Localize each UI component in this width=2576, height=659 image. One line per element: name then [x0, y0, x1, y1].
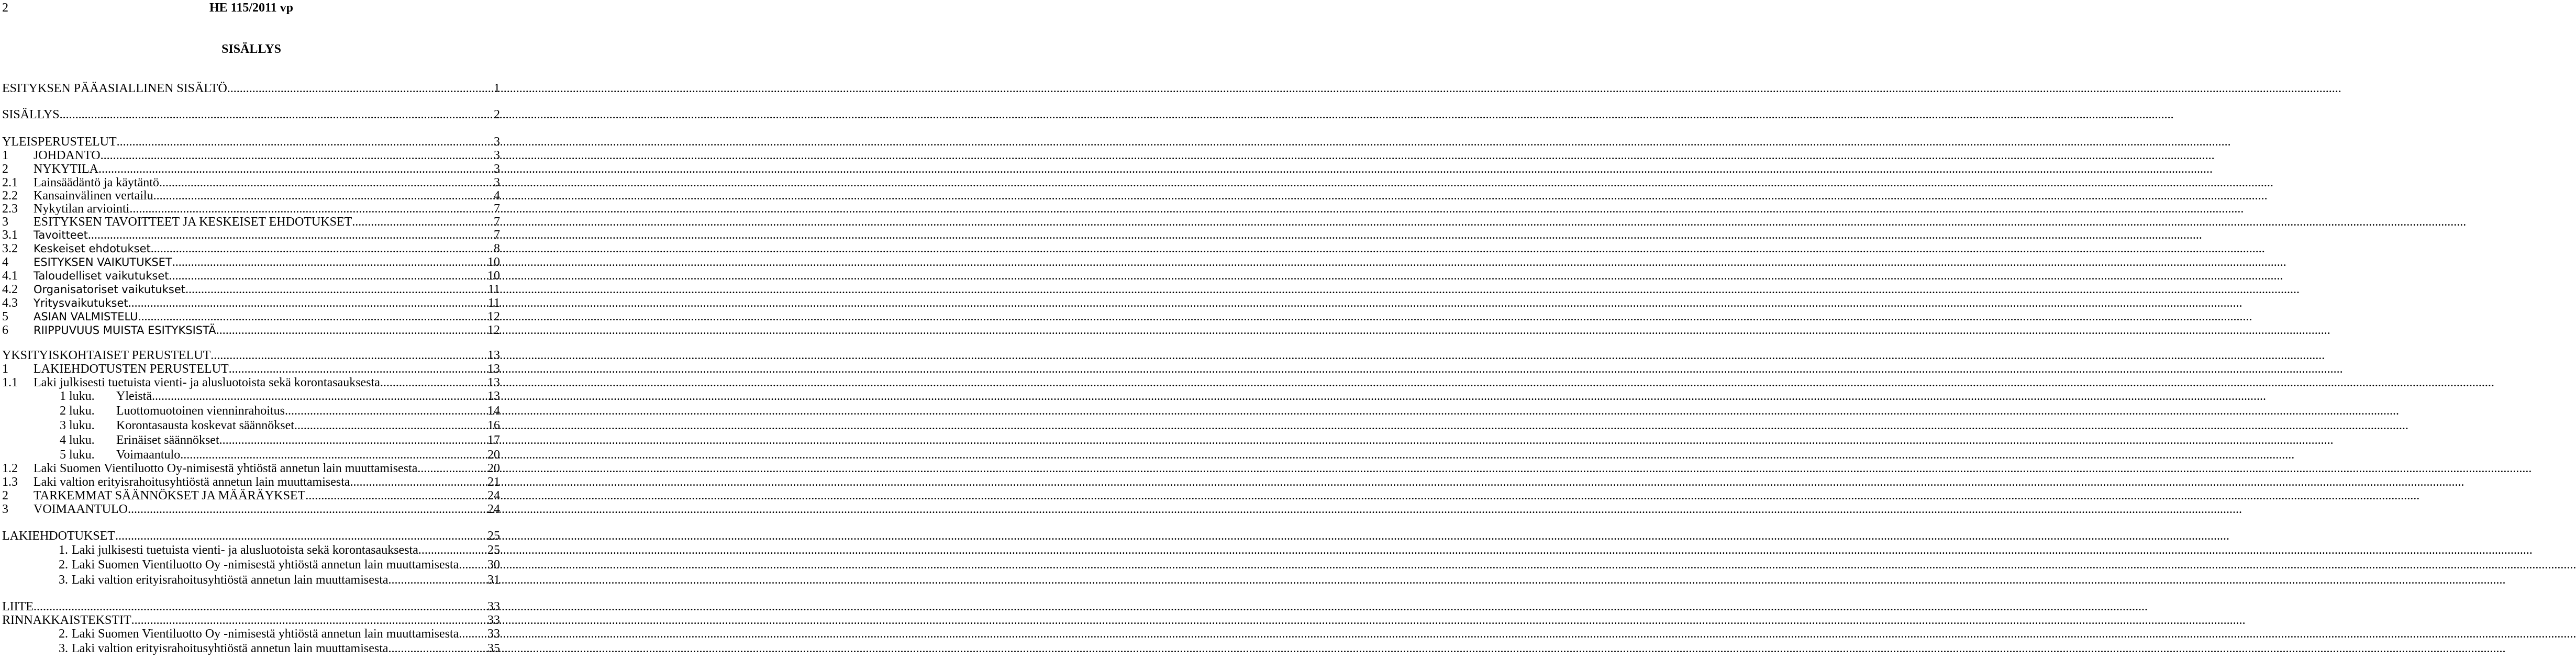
toc-entry-page: 10	[487, 269, 500, 283]
toc-entry-title: ESITYKSEN PÄÄASIALLINEN SISÄLTÖ	[2, 82, 227, 95]
dot-leader	[418, 543, 487, 557]
toc-entry-page: 14	[487, 404, 500, 418]
dot-leader	[60, 108, 493, 121]
toc-entry	[0, 419, 500, 432]
toc-entry-page: 21	[487, 475, 500, 489]
toc-entry	[0, 448, 500, 462]
dot-leader	[153, 189, 493, 203]
toc-entry-title: ASIAN VALMISTELU	[34, 310, 138, 323]
page-number: 2	[2, 1, 8, 15]
toc-entry-title: YLEISPERUSTELUT	[2, 135, 117, 149]
toc-entry-page: 10	[487, 255, 500, 269]
toc-entry	[0, 108, 500, 121]
toc-entry-page: 16	[487, 419, 500, 432]
dot-leader	[462, 627, 487, 641]
toc-entry-title: Keskeiset ehdotukset	[34, 242, 151, 255]
toc-entry	[0, 162, 500, 176]
toc-entry-page: 33	[487, 600, 500, 613]
toc-entry-number: 3.	[59, 573, 68, 587]
toc-entry-title: Kansainvälinen vertailu	[34, 189, 153, 203]
toc-entry-title: Laki Suomen Vientiluotto Oy -nimisestä yhtiöstä annetun lain muuttamisesta.	[72, 627, 462, 641]
toc-entry-page: 13	[487, 349, 500, 362]
toc-entry-page: 35	[487, 642, 500, 655]
toc-entry-title: Voimaantulo	[116, 448, 181, 462]
toc-entry-page: 17	[487, 433, 500, 447]
toc-entry	[0, 462, 500, 475]
toc-entry-number: 2 luku.	[60, 404, 95, 418]
toc-entry-page: 24	[487, 489, 500, 502]
toc-entry	[0, 362, 500, 376]
dot-leader	[88, 228, 493, 242]
toc-entry-title: Laki Suomen Vientiluotto Oy-nimisestä yhtiöstä annetun lain muuttamisesta	[34, 462, 418, 475]
toc-entry-number: 5	[2, 310, 8, 323]
toc-entry-title: LAKIEHDOTUKSET	[2, 529, 115, 543]
toc-entry-number: 1.1	[2, 376, 18, 389]
toc-entry-number: 3.	[59, 642, 68, 655]
toc-entry-page: 3	[494, 162, 500, 176]
toc-entry-number: 2.1	[2, 176, 18, 189]
toc-entry-title: Erinäiset säännökset	[116, 433, 219, 447]
contents-heading: SISÄLLYS	[221, 42, 281, 56]
toc-entry-number: 4.3	[2, 296, 18, 310]
toc-entry-page: 25	[487, 543, 500, 557]
toc-entry-title: SISÄLLYS	[2, 108, 60, 121]
toc-entry	[0, 349, 500, 362]
toc-entry-number: 2.	[59, 627, 68, 641]
toc-entry	[0, 600, 500, 613]
toc-entry-title: YKSITYISKOHTAISET PERUSTELUT	[2, 349, 211, 362]
toc-entry	[0, 376, 500, 389]
toc-entry-page: 31	[487, 573, 500, 587]
toc-entry-title: Laki valtion erityisrahoitusyhtiöstä annetun lain muuttamisesta.	[72, 573, 392, 587]
toc-entry	[0, 642, 500, 655]
dot-leader	[128, 502, 487, 516]
toc-entry	[0, 202, 500, 216]
toc-entry	[0, 404, 500, 418]
toc-entry	[0, 215, 500, 229]
toc-entry-title: ESITYKSEN VAIKUTUKSET	[34, 256, 172, 269]
toc-entry	[0, 627, 500, 641]
dot-leader	[392, 642, 487, 655]
toc-entry-page: 13	[487, 389, 500, 403]
toc-entry-page: 7	[494, 228, 500, 242]
dot-leader	[152, 389, 487, 403]
dot-leader	[98, 162, 493, 176]
toc-entry-page: 3	[494, 176, 500, 189]
toc-entry-page: 2	[494, 108, 500, 121]
dot-leader	[138, 310, 487, 323]
toc-entry-page: 8	[494, 242, 500, 255]
dot-leader	[151, 242, 493, 255]
toc-entry-number: 5 luku.	[60, 448, 95, 462]
toc-entry	[0, 189, 500, 203]
toc-entry	[0, 255, 500, 269]
toc-entry-title: Lainsäädäntö ja käytäntö	[34, 176, 159, 189]
toc-entry	[0, 242, 500, 255]
toc-entry-number: 3	[2, 215, 8, 229]
toc-entry-title: Taloudelliset vaikutukset	[34, 270, 169, 282]
toc-entry-number: 4	[2, 255, 8, 269]
toc-entry-page: 1	[494, 82, 500, 95]
toc-entry-title: Laki valtion erityisrahoitusyhtiöstä annetun lain muuttamisesta	[34, 475, 350, 489]
toc-entry-title: Tavoitteet	[34, 229, 88, 241]
toc-entry-page: 3	[494, 135, 500, 149]
dot-leader	[229, 362, 487, 376]
toc-entry	[0, 558, 500, 572]
toc-entry-page: 3	[494, 149, 500, 162]
toc-entry-page: 7	[494, 202, 500, 216]
toc-entry	[0, 283, 500, 296]
toc-entry-number: 2.	[59, 558, 68, 572]
toc-entry-number: 1	[2, 149, 8, 162]
dot-leader	[285, 404, 487, 418]
dot-leader	[219, 433, 487, 447]
toc-entry-title: Laki julkisesti tuetuista vienti- ja alusluotoista sekä korontasauksesta	[34, 376, 380, 389]
dot-leader	[159, 176, 493, 189]
toc-entry-page: 33	[487, 613, 500, 627]
toc-entry-title: Yritysvaikutukset	[34, 297, 128, 309]
toc-entry-title: Nykytilan arviointi	[34, 202, 130, 216]
toc-entry-title: Luottomuotoinen vienninrahoitus	[116, 404, 285, 418]
dot-leader	[216, 323, 487, 337]
dot-leader	[172, 255, 487, 269]
dot-leader	[350, 475, 487, 489]
toc-entry-page: 25	[487, 529, 500, 543]
dot-leader	[352, 215, 493, 229]
toc-entry-number: 2	[2, 162, 8, 176]
dot-leader	[392, 573, 487, 587]
toc-entry	[0, 310, 500, 323]
toc-entry-title: NYKYTILA	[34, 162, 98, 176]
dot-leader	[115, 529, 487, 543]
toc-entry-page: 30	[487, 558, 500, 572]
toc-entry	[0, 502, 500, 516]
toc-entry-page: 12	[487, 323, 500, 337]
dot-leader	[169, 269, 487, 283]
toc-entry-title: Organisatoriset vaikutukset	[34, 283, 186, 296]
dot-leader	[185, 283, 487, 296]
toc-entry-number: 4 luku.	[60, 433, 95, 447]
dot-leader	[227, 82, 493, 95]
dot-leader	[128, 296, 487, 310]
toc-entry	[0, 269, 500, 283]
toc-entry-title: VOIMAANTULO	[34, 502, 128, 516]
toc-entry	[0, 475, 500, 489]
dot-leader	[294, 419, 487, 432]
toc-entry-title: Korontasausta koskevat säännökset	[116, 419, 294, 432]
dot-leader	[380, 376, 487, 389]
toc-entry	[0, 82, 500, 95]
dot-leader	[129, 202, 493, 216]
toc-entry-page: 7	[494, 215, 500, 229]
dot-leader	[305, 489, 487, 502]
toc-entry-number: 1 luku.	[60, 389, 95, 403]
toc-entry-number: 3	[2, 502, 8, 516]
toc-entry-page: 24	[487, 502, 500, 516]
toc-entry-page: 11	[487, 296, 500, 310]
toc-entry-number: 4.2	[2, 283, 18, 296]
toc-entry	[0, 489, 500, 502]
dot-leader	[34, 600, 487, 613]
toc-entry	[0, 389, 500, 403]
toc-entry	[0, 135, 500, 149]
toc-entry-number: 1.3	[2, 475, 18, 489]
toc-entry	[0, 176, 500, 189]
toc-entry-number: 3 luku.	[60, 419, 95, 432]
toc-entry-number: 1.2	[2, 462, 18, 475]
toc-entry-title: JOHDANTO	[34, 149, 101, 162]
dot-leader	[210, 349, 487, 362]
toc-entry-page: 11	[487, 283, 500, 296]
toc-entry-number: 1	[2, 362, 8, 376]
toc-entry-title: RINNAKKAISTEKSTIT	[2, 613, 131, 627]
toc-entry-page: 4	[494, 189, 500, 203]
toc-entry-number: 2.3	[2, 202, 18, 216]
toc-entry	[0, 228, 500, 242]
toc-entry-page: 12	[487, 310, 500, 323]
toc-entry	[0, 543, 500, 557]
toc-entry-title: LAKIEHDOTUSTEN PERUSTELUT	[34, 362, 229, 376]
toc-entry-number: 2.2	[2, 189, 18, 203]
dot-leader	[180, 448, 487, 462]
toc-entry	[0, 573, 500, 587]
toc-entry-title: Laki valtion erityisrahoitusyhtiöstä annetun lain muuttamisesta.	[72, 642, 392, 655]
toc-entry-number: 1.	[59, 543, 68, 557]
toc-entry-number: 3.1	[2, 228, 18, 242]
toc-entry-title: ESITYKSEN TAVOITTEET JA KESKEISET EHDOTUKSET	[34, 215, 352, 229]
toc-entry-number: 3.2	[2, 242, 18, 255]
dot-leader	[462, 558, 487, 572]
dot-leader	[101, 149, 493, 162]
toc-entry	[0, 529, 500, 543]
dot-leader	[131, 613, 487, 627]
toc-entry-page: 20	[487, 448, 500, 462]
toc-entry-number: 4.1	[2, 269, 18, 283]
toc-entry-page: 33	[487, 627, 500, 641]
toc-entry-page: 13	[487, 376, 500, 389]
toc-entry	[0, 433, 500, 447]
toc-entry-title: Yleistä	[116, 389, 152, 403]
dot-leader	[117, 135, 493, 149]
toc-entry-page: 13	[487, 362, 500, 376]
toc-entry	[0, 613, 500, 627]
toc-entry	[0, 296, 500, 310]
toc-entry-number: 2	[2, 489, 8, 502]
toc-entry-title: Laki julkisesti tuetuista vienti- ja alusluotoista sekä korontasauksesta	[72, 543, 418, 557]
document-title: HE 115/2011 vp	[209, 1, 294, 15]
toc-entry-title: TARKEMMAT SÄÄNNÖKSET JA MÄÄRÄYKSET	[34, 489, 306, 502]
toc-entry-title: Laki Suomen Vientiluotto Oy -nimisestä yhtiöstä annetun lain muuttamisesta.	[72, 558, 462, 572]
toc-entry-number: 6	[2, 323, 8, 337]
toc-entry-page: 20	[487, 462, 500, 475]
toc-entry	[0, 323, 500, 337]
dot-leader	[417, 462, 487, 475]
toc-entry-title: RIIPPUVUUS MUISTA ESITYKSISTÄ	[34, 324, 216, 337]
toc-entry	[0, 149, 500, 162]
toc-entry-title: LIITE	[2, 600, 34, 613]
